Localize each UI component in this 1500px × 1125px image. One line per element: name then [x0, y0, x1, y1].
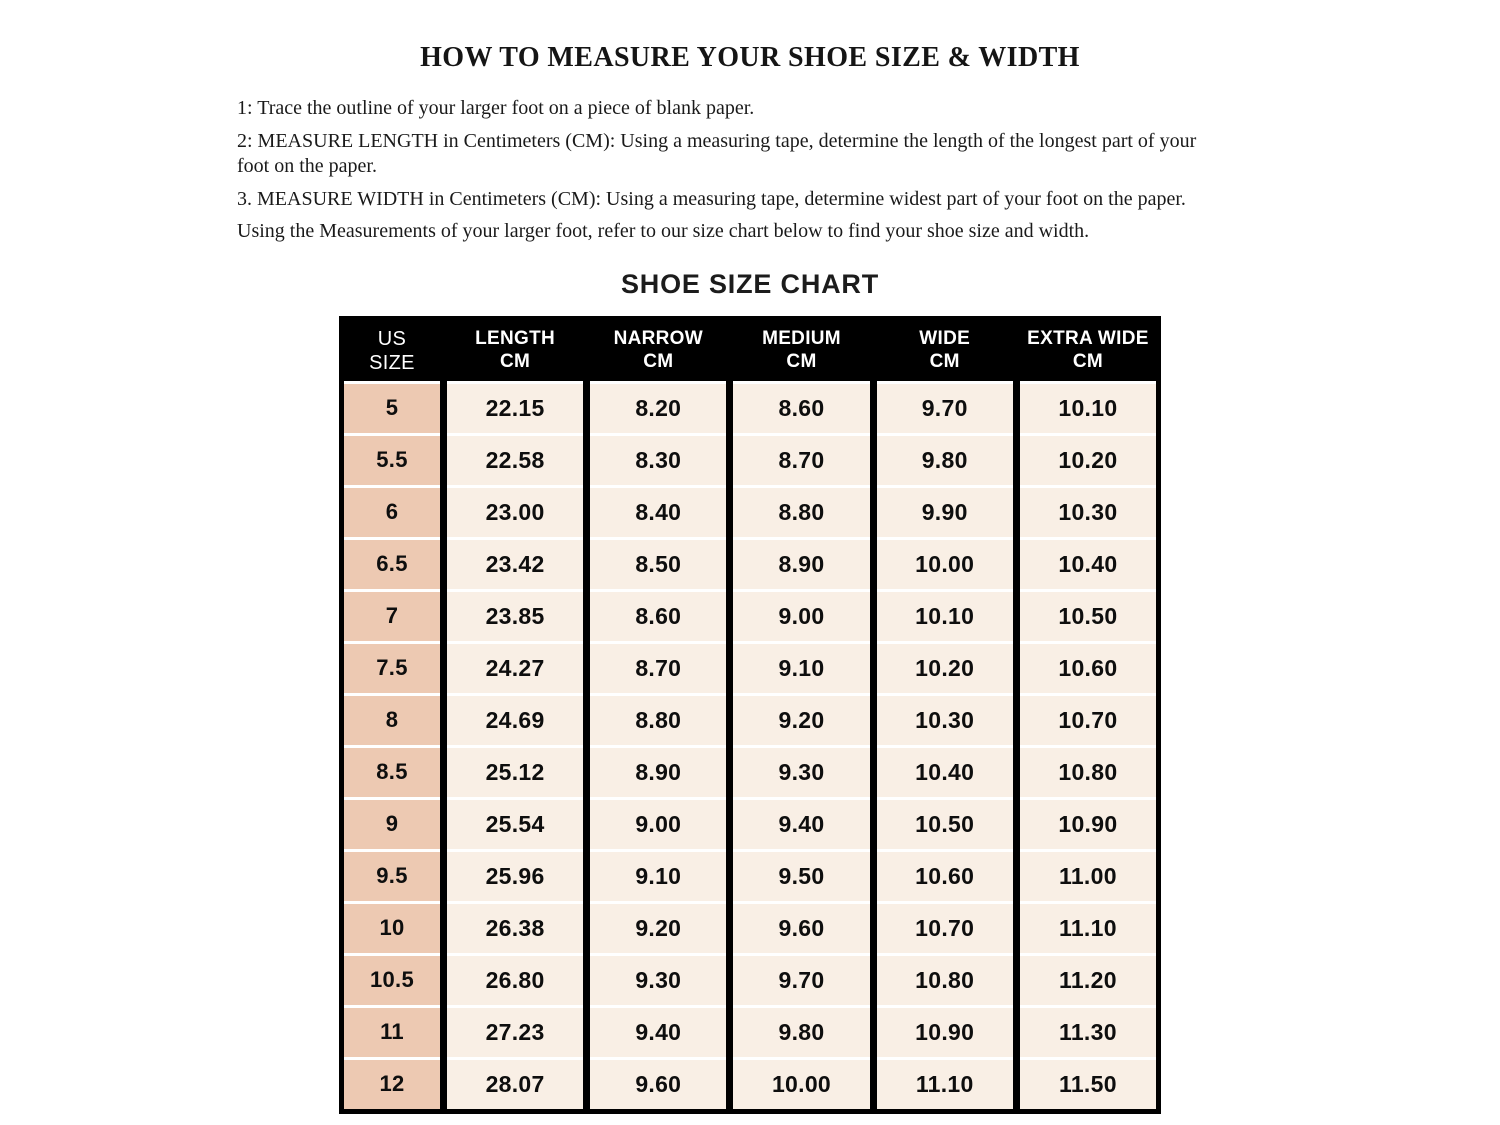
measurement-cell: 10.10 [1020, 384, 1156, 433]
column-header-extra-wide-cm [1020, 321, 1156, 381]
measurement-cell: 10.40 [877, 748, 1013, 797]
measurement-cell: 25.96 [447, 852, 583, 901]
measurement-cell: 11.10 [1020, 904, 1156, 953]
measurement-cell: 9.30 [733, 748, 869, 797]
header-line: EXTRA WIDE [1027, 328, 1149, 350]
measurement-cell: 10.10 [877, 592, 1013, 641]
header-line: CM [786, 350, 817, 372]
measurement-cell: 24.69 [447, 696, 583, 745]
measurement-cell: 10.90 [1020, 800, 1156, 849]
measurement-cell: 10.50 [1020, 592, 1156, 641]
measurement-cell: 10.90 [877, 1008, 1013, 1057]
header-line: NARROW [613, 328, 703, 350]
measurement-cell: 8.90 [590, 748, 726, 797]
us-size-cell: 6 [344, 488, 440, 537]
measurement-cell: 23.85 [447, 592, 583, 641]
measurement-cell: 9.60 [590, 1060, 726, 1109]
measurement-cell: 9.40 [733, 800, 869, 849]
measurement-cell: 8.70 [733, 436, 869, 485]
measurement-cell: 8.60 [733, 384, 869, 433]
table-column-narrow-cm [590, 321, 726, 1109]
measurement-cell: 10.00 [733, 1060, 869, 1109]
measurement-cell: 26.38 [447, 904, 583, 953]
measurement-cell: 9.00 [733, 592, 869, 641]
table-column-wide-cm [877, 321, 1013, 1109]
measurement-cell: 28.07 [447, 1060, 583, 1109]
header-line: CM [929, 350, 960, 372]
header-line: WIDE [919, 328, 971, 350]
measurement-cell: 9.10 [590, 852, 726, 901]
column-header-narrow-cm [590, 321, 726, 381]
measurement-cell: 22.58 [447, 436, 583, 485]
column-header-us-size [344, 321, 440, 381]
measurement-cell: 10.80 [1020, 748, 1156, 797]
measurement-cell: 8.80 [590, 696, 726, 745]
measurement-cell: 9.20 [590, 904, 726, 953]
measurement-cell: 8.30 [590, 436, 726, 485]
measurement-cell: 10.30 [877, 696, 1013, 745]
shoe-size-table [339, 316, 1161, 1114]
us-size-cell: 12 [344, 1060, 440, 1109]
measurement-cell: 8.20 [590, 384, 726, 433]
measurement-cell: 11.30 [1020, 1008, 1156, 1057]
us-size-cell: 5 [344, 384, 440, 433]
instruction-step-2: 2: MEASURE LENGTH in Centimeters (CM): Using a measuring tape, determine the length of the longest part of your foot on the paper. [237, 129, 1197, 178]
measurement-cell: 10.80 [877, 956, 1013, 1005]
measurement-cell: 25.54 [447, 800, 583, 849]
us-size-cell: 9 [344, 800, 440, 849]
measurement-cell: 9.60 [733, 904, 869, 953]
measurement-cell: 8.60 [590, 592, 726, 641]
table-column-extra-wide-cm [1020, 321, 1156, 1109]
us-size-cell: 5.5 [344, 436, 440, 485]
measurement-cell: 9.70 [877, 384, 1013, 433]
measurement-cell: 23.00 [447, 488, 583, 537]
instruction-note: Using the Measurements of your larger foot, refer to our size chart below to find your shoe size and width. [237, 220, 1090, 243]
measurement-cell: 10.20 [1020, 436, 1156, 485]
measurement-cell: 9.00 [590, 800, 726, 849]
measurement-cell: 10.50 [877, 800, 1013, 849]
measurement-cell: 9.70 [733, 956, 869, 1005]
us-size-cell: 11 [344, 1008, 440, 1057]
header-line: MEDIUM [762, 328, 841, 350]
measurement-cell: 10.20 [877, 644, 1013, 693]
header-line: CM [1072, 350, 1103, 372]
instruction-step-3: 3. MEASURE WIDTH in Centimeters (CM): Using a measuring tape, determine widest part of your foot on the paper. [237, 187, 1186, 210]
instruction-step-1: 1: Trace the outline of your larger foot on a piece of blank paper. [237, 97, 755, 119]
us-size-cell: 8 [344, 696, 440, 745]
measurement-cell: 10.40 [1020, 540, 1156, 589]
measurement-cell: 22.15 [447, 384, 583, 433]
measurement-cell: 10.60 [1020, 644, 1156, 693]
us-size-cell: 8.5 [344, 748, 440, 797]
measurement-cell: 8.40 [590, 488, 726, 537]
measurement-cell: 9.20 [733, 696, 869, 745]
measurement-cell: 25.12 [447, 748, 583, 797]
table-column-medium-cm [733, 321, 869, 1109]
measurement-cell: 26.80 [447, 956, 583, 1005]
us-size-cell: 10.5 [344, 956, 440, 1005]
us-size-cell: 6.5 [344, 540, 440, 589]
measurement-cell: 8.50 [590, 540, 726, 589]
chart-title: SHOE SIZE CHART [620, 268, 880, 299]
measurement-cell: 10.60 [877, 852, 1013, 901]
measurement-cell: 8.90 [733, 540, 869, 589]
header-line: LENGTH [475, 328, 556, 350]
table-column-us-size [344, 321, 440, 1109]
us-size-cell: 7 [344, 592, 440, 641]
measurement-cell: 27.23 [447, 1008, 583, 1057]
us-size-cell: 7.5 [344, 644, 440, 693]
header-line: US [377, 327, 407, 350]
measurement-cell: 24.27 [447, 644, 583, 693]
measurement-cell: 10.30 [1020, 488, 1156, 537]
column-header-length-cm [447, 321, 583, 381]
column-header-wide-cm [877, 321, 1013, 381]
measurement-cell: 11.00 [1020, 852, 1156, 901]
measurement-cell: 9.80 [733, 1008, 869, 1057]
measurement-cell: 8.70 [590, 644, 726, 693]
measurement-cell: 11.20 [1020, 956, 1156, 1005]
header-line: CM [500, 350, 531, 372]
header-line: SIZE [369, 351, 415, 374]
measurement-cell: 9.40 [590, 1008, 726, 1057]
header-line: CM [643, 350, 674, 372]
us-size-cell: 10 [344, 904, 440, 953]
table-column-length-cm [447, 321, 583, 1109]
instructions [237, 96, 1227, 245]
measurement-cell: 9.30 [590, 956, 726, 1005]
measurement-cell: 9.90 [877, 488, 1013, 537]
measurement-cell: 8.80 [733, 488, 869, 537]
measurement-cell: 23.42 [447, 540, 583, 589]
measurement-cell: 10.70 [1020, 696, 1156, 745]
page-title: HOW TO MEASURE YOUR SHOE SIZE & WIDTH [420, 42, 1080, 73]
measurement-cell: 9.80 [877, 436, 1013, 485]
measurement-cell: 10.70 [877, 904, 1013, 953]
measurement-cell: 10.00 [877, 540, 1013, 589]
column-header-medium-cm [733, 321, 869, 381]
measurement-cell: 9.10 [733, 644, 869, 693]
measurement-cell: 11.10 [877, 1060, 1013, 1109]
us-size-cell: 9.5 [344, 852, 440, 901]
measurement-cell: 11.50 [1020, 1060, 1156, 1109]
measurement-cell: 9.50 [733, 852, 869, 901]
